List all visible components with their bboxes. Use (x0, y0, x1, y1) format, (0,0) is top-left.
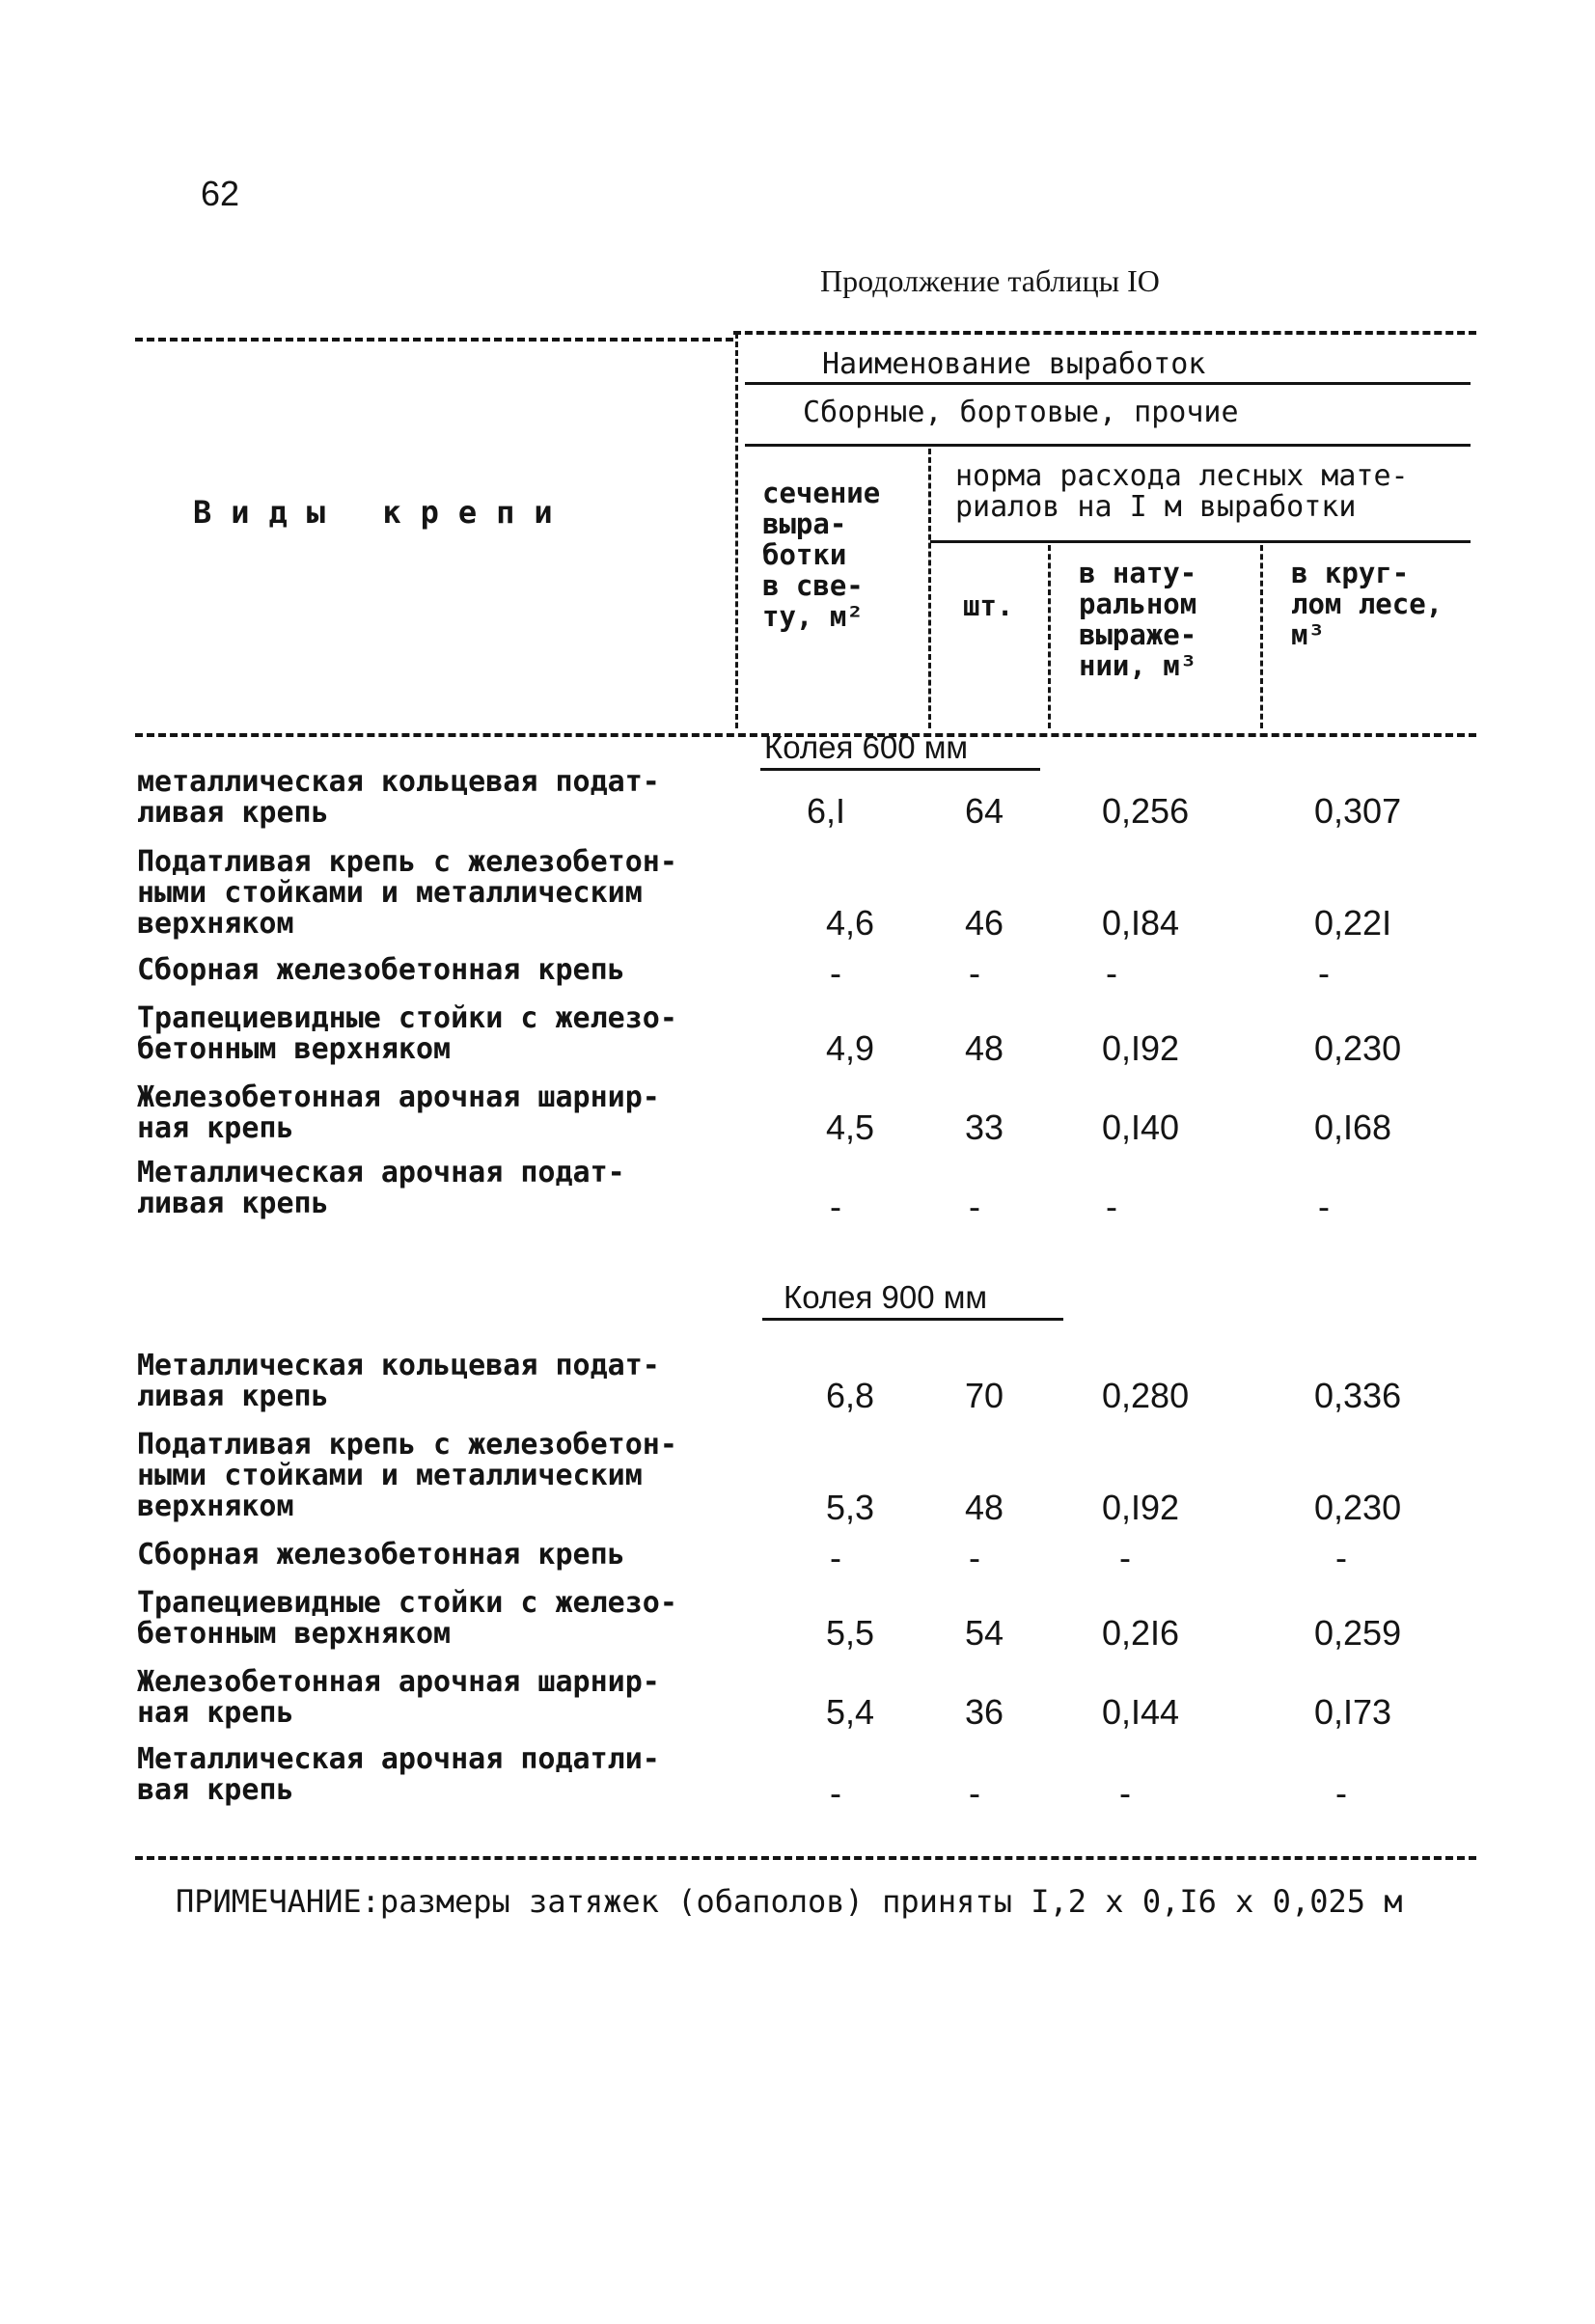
cell-pcs: - (969, 1773, 980, 1813)
row-label-line: Сборная железобетонная крепь (137, 953, 625, 987)
cell-pcs: 70 (965, 1376, 1004, 1415)
cell-pcs: 54 (965, 1613, 1004, 1653)
cell-section: - (830, 1187, 841, 1226)
cell-natural: 0,I44 (1102, 1692, 1180, 1732)
header-top-rule-left (135, 338, 733, 342)
row-label-line: ная крепь (137, 1696, 294, 1730)
cell-section: - (830, 1538, 841, 1577)
cell-pcs: 46 (965, 903, 1004, 943)
table-row-label (137, 767, 755, 829)
header-top-rule-right (733, 331, 1476, 335)
header-kinds-of-support: Виды крепи (193, 494, 572, 531)
row-label-line: бетонным верхняком (137, 1617, 452, 1651)
row-label-line: металлическая кольцевая подат- (137, 765, 660, 799)
cell-section: 5,4 (826, 1692, 875, 1732)
row-label-line: Сборная железобетонная крепь (137, 1538, 625, 1572)
cell-natural: 0,I40 (1102, 1107, 1180, 1147)
table-bottom-rule (135, 1856, 1476, 1860)
section-title-underline (762, 1318, 1063, 1321)
header-rule-3 (930, 540, 1471, 543)
table-row-label (137, 847, 755, 940)
row-label-line: Податливая крепь с железобетон- (137, 1428, 677, 1462)
cell-round: - (1335, 1773, 1347, 1813)
cell-section: 4,5 (826, 1107, 875, 1147)
cell-round: - (1335, 1538, 1347, 1577)
cell-round: 0,336 (1314, 1376, 1402, 1415)
cell-pcs: 64 (965, 791, 1004, 831)
header-name-of-workings: Наименование выработок (822, 347, 1206, 381)
cell-section: 6,I (807, 791, 846, 831)
cell-round: 0,I73 (1314, 1692, 1392, 1732)
cell-section: 4,6 (826, 903, 875, 943)
header-round-line: в круг- (1291, 557, 1410, 589)
header-round-line: лом лесе, (1291, 588, 1444, 620)
row-label-line: ная крепь (137, 1111, 294, 1145)
cell-pcs: 48 (965, 1028, 1004, 1068)
table-row-label (137, 1003, 755, 1065)
row-label-line: Металлическая арочная податли- (137, 1742, 660, 1776)
header-norm-line: норма расхода лесных мате- (955, 459, 1409, 493)
section-title-gauge-900: Колея 900 мм (784, 1279, 988, 1315)
cell-natural: - (1106, 1187, 1117, 1226)
header-rule-2 (745, 444, 1471, 447)
row-label-line: бетонным верхняком (137, 1032, 452, 1066)
row-label-line: Железобетонная арочная шарнир- (137, 1080, 660, 1114)
header-round-col (1291, 558, 1443, 650)
row-label-line: ными стойками и металлическим (137, 876, 643, 910)
row-label-line: Податливая крепь с железобетон- (137, 845, 677, 879)
row-label-line: ливая крепь (137, 796, 329, 830)
row-label-line: Металлическая арочная подат- (137, 1156, 625, 1189)
cell-round: - (1318, 953, 1330, 993)
row-label-line: ливая крепь (137, 1187, 329, 1220)
header-divider-section (928, 449, 931, 728)
header-section-line: ботки (762, 538, 847, 571)
cell-natural: 0,2I6 (1102, 1613, 1180, 1653)
cell-round: 0,307 (1314, 791, 1402, 831)
cell-natural: 0,280 (1102, 1376, 1190, 1415)
cell-natural: 0,I84 (1102, 903, 1180, 943)
cell-round: 0,22I (1314, 903, 1392, 943)
section-title-underline (760, 768, 1040, 771)
cell-section: 5,5 (826, 1613, 875, 1653)
cell-round: 0,259 (1314, 1613, 1402, 1653)
header-section-line: выра- (762, 507, 847, 540)
page-number: 62 (201, 174, 240, 213)
table-row-label (137, 955, 755, 986)
row-label-line: вая крепь (137, 1773, 294, 1807)
table-row-label (137, 1667, 755, 1729)
row-label-line: Железобетонная арочная шарнир- (137, 1665, 660, 1699)
cell-natural: - (1119, 1538, 1131, 1577)
row-label-line: Трапециевидные стойки с железо- (137, 1586, 677, 1620)
cell-natural: 0,256 (1102, 791, 1190, 831)
cell-section: - (830, 953, 841, 993)
section-title-gauge-600: Колея 600 мм (764, 729, 969, 765)
cell-pcs: 48 (965, 1488, 1004, 1527)
header-rule-1 (745, 382, 1471, 385)
row-label-line: ливая крепь (137, 1380, 329, 1413)
table-note: ПРИМЕЧАНИЕ:размеры затяжек (обаполов) приняты I,2 х 0,I6 х 0,025 м (176, 1883, 1403, 1920)
header-section-line: сечение (762, 477, 881, 509)
table-row-label (137, 1430, 755, 1522)
header-section-col (762, 478, 880, 632)
row-label-line: верхняком (137, 1490, 294, 1523)
row-label-line: Трапециевидные стойки с железо- (137, 1001, 677, 1035)
header-workings-type: Сборные, бортовые, прочие (803, 396, 1239, 429)
table-row-label (137, 1158, 755, 1219)
header-pcs: шт. (963, 589, 1014, 622)
cell-round: 0,230 (1314, 1028, 1402, 1068)
header-section-line: в све- (762, 569, 864, 602)
cell-pcs: 36 (965, 1692, 1004, 1732)
cell-pcs: - (969, 953, 980, 993)
cell-round: - (1318, 1187, 1330, 1226)
header-natural-col (1079, 558, 1196, 681)
cell-round: 0,I68 (1314, 1107, 1392, 1147)
header-norm-line: риалов на I м выработки (955, 490, 1357, 524)
row-label-line: Металлическая кольцевая подат- (137, 1349, 660, 1382)
cell-section: - (830, 1773, 841, 1813)
cell-pcs: - (969, 1187, 980, 1226)
header-natural-line: выраже- (1079, 618, 1197, 651)
header-natural-line: ральном (1079, 588, 1197, 620)
header-norm (955, 461, 1409, 523)
table-row-label (137, 1082, 755, 1144)
header-natural-line: нии, м³ (1079, 649, 1197, 682)
row-label-line: верхняком (137, 907, 294, 941)
cell-pcs: - (969, 1538, 980, 1577)
table-continuation-caption: Продолжение таблицы IO (820, 263, 1160, 298)
table-row-label (137, 1351, 755, 1412)
header-natural-line: в нату- (1079, 557, 1197, 589)
cell-section: 5,3 (826, 1488, 875, 1527)
table-row-label (137, 1588, 755, 1650)
cell-natural: - (1119, 1773, 1131, 1813)
cell-natural: 0,I92 (1102, 1488, 1180, 1527)
header-section-line: ту, м² (762, 600, 864, 633)
header-divider-natural (1260, 545, 1263, 728)
header-divider-main (735, 333, 738, 728)
cell-section: 4,9 (826, 1028, 875, 1068)
cell-round: 0,230 (1314, 1488, 1402, 1527)
header-divider-pcs (1048, 545, 1051, 728)
table-row-label (137, 1540, 755, 1571)
cell-section: 6,8 (826, 1376, 875, 1415)
cell-natural: 0,I92 (1102, 1028, 1180, 1068)
cell-pcs: 33 (965, 1107, 1004, 1147)
row-label-line: ными стойками и металлическим (137, 1459, 643, 1492)
cell-natural: - (1106, 953, 1117, 993)
table-row-label (137, 1744, 755, 1806)
header-round-line: м³ (1291, 618, 1325, 651)
